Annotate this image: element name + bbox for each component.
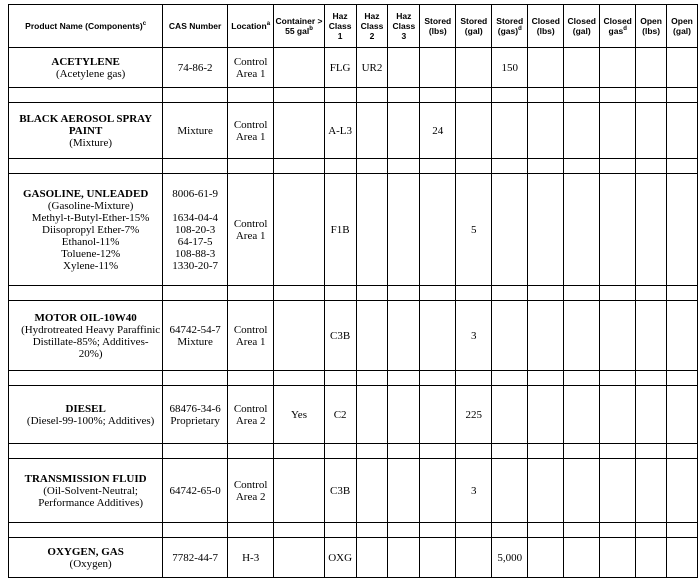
empty-cell	[600, 48, 636, 88]
stored-gal-cell: 225	[456, 386, 492, 444]
spacer-cell	[636, 444, 667, 459]
spacer-cell	[324, 371, 356, 386]
spacer-cell	[324, 286, 356, 301]
spacer-cell	[324, 444, 356, 459]
cas-number: 1634-04-4	[172, 211, 219, 224]
spacer-cell	[420, 159, 456, 174]
spacer-cell	[600, 286, 636, 301]
spacer-cell	[356, 286, 388, 301]
product-name: MOTOR OIL-10W40	[34, 311, 137, 324]
spacer-cell	[492, 88, 528, 103]
spacer-cell	[356, 523, 388, 538]
spacer-cell	[274, 88, 324, 103]
container-cell: Yes	[274, 386, 324, 444]
product-name-cell	[9, 459, 163, 523]
spacer-cell	[492, 286, 528, 301]
col-header-haz1: Haz Class 1	[324, 5, 356, 48]
haz3-cell	[388, 301, 420, 371]
spacer-cell	[564, 159, 600, 174]
haz2-cell	[356, 174, 388, 286]
spacer-cell	[356, 88, 388, 103]
spacer-cell	[528, 88, 564, 103]
spacer-cell	[9, 88, 163, 103]
haz2-cell	[356, 103, 388, 159]
haz3-cell	[388, 103, 420, 159]
cas-number: 64742-65-0	[169, 484, 221, 497]
cas-number	[165, 200, 225, 212]
cas-number: 64-17-5	[177, 235, 213, 248]
product-name-cell	[9, 103, 163, 159]
table-row	[9, 386, 698, 444]
spacer-cell	[228, 286, 274, 301]
haz2-cell	[356, 386, 388, 444]
product-name: TRANSMISSION FLUID	[24, 472, 147, 485]
stored-gal-cell	[456, 48, 492, 88]
stored-gas-cell: 150	[492, 48, 528, 88]
col-header-stored-gal: Stored (gal)	[456, 5, 492, 48]
spacer-cell	[564, 286, 600, 301]
product-description: (Oil-Solvent-Neutral; Performance Additives)	[38, 484, 144, 509]
empty-cell	[564, 301, 600, 371]
cas-number: 7782-44-7	[172, 551, 219, 564]
spacer-cell	[324, 88, 356, 103]
spacer-cell	[600, 444, 636, 459]
product-name: OXYGEN, GAS	[47, 545, 124, 558]
col-header-stored-lbs: Stored (lbs)	[420, 5, 456, 48]
stored-gal-cell	[456, 103, 492, 159]
spacer-cell	[600, 88, 636, 103]
location-cell: Control Area 1	[228, 301, 274, 371]
stored-lbs-cell	[420, 301, 456, 371]
spacer-cell	[274, 523, 324, 538]
spacer-cell	[9, 159, 163, 174]
product-description: (Acetylene gas)	[55, 67, 126, 80]
spacer-cell	[388, 159, 420, 174]
spacer-cell	[163, 523, 228, 538]
table-row	[9, 174, 698, 286]
spacer-cell	[388, 88, 420, 103]
table-row	[9, 48, 698, 88]
spacer-cell	[564, 523, 600, 538]
stored-gas-cell	[492, 174, 528, 286]
empty-cell	[528, 386, 564, 444]
empty-cell	[600, 301, 636, 371]
spacer-cell	[667, 371, 698, 386]
haz1-cell: C3B	[324, 301, 356, 371]
empty-cell	[528, 459, 564, 523]
stored-gal-cell: 5	[456, 174, 492, 286]
spacer-cell	[600, 523, 636, 538]
spacer-cell	[456, 159, 492, 174]
spacer-cell	[564, 444, 600, 459]
empty-cell	[528, 48, 564, 88]
spacer-cell	[564, 371, 600, 386]
empty-cell	[636, 386, 667, 444]
spacer-cell	[420, 371, 456, 386]
spacer-cell	[600, 371, 636, 386]
product-name-cell	[9, 301, 163, 371]
location-cell: Control Area 1	[228, 48, 274, 88]
spacer-cell	[388, 371, 420, 386]
product-component: Methyl-t-Butyl-Ether-15%	[31, 211, 150, 224]
spacer-cell	[324, 523, 356, 538]
cas-number: 68476-34-6	[169, 402, 221, 415]
stored-gas-cell: 5,000	[492, 538, 528, 578]
product-name-cell	[9, 174, 163, 286]
spacer-cell	[274, 159, 324, 174]
spacer-cell	[667, 159, 698, 174]
spacer-row	[9, 88, 698, 103]
spacer-cell	[163, 159, 228, 174]
col-header-location: Location$^a$	[228, 5, 274, 48]
product-description: (Oxygen)	[69, 557, 112, 570]
spacer-cell	[324, 159, 356, 174]
location-cell: H-3	[228, 538, 274, 578]
spacer-cell	[163, 444, 228, 459]
table-row	[9, 459, 698, 523]
haz3-cell	[388, 48, 420, 88]
spacer-row	[9, 371, 698, 386]
col-header-product-name: Product Name (Components)$^c$	[9, 5, 163, 48]
spacer-cell	[492, 371, 528, 386]
spacer-cell	[528, 371, 564, 386]
col-header-haz3: Haz Class 3	[388, 5, 420, 48]
product-name: GASOLINE, UNLEADED	[22, 187, 149, 200]
cas-number: 8006-61-9	[172, 187, 219, 200]
spacer-cell	[667, 88, 698, 103]
spacer-row	[9, 159, 698, 174]
cas-number: 108-88-3	[174, 247, 216, 260]
spacer-cell	[356, 371, 388, 386]
spacer-cell	[636, 88, 667, 103]
product-description: (Diesel-99-100%; Additives)	[26, 414, 155, 427]
spacer-cell	[456, 88, 492, 103]
spacer-cell	[420, 88, 456, 103]
spacer-cell	[274, 371, 324, 386]
col-header-cas: CAS Number	[163, 5, 228, 48]
product-component: Ethanol-11%	[61, 235, 120, 248]
cas-number-cell	[163, 174, 228, 286]
spacer-cell	[356, 159, 388, 174]
haz1-cell: OXG	[324, 538, 356, 578]
spacer-cell	[636, 523, 667, 538]
spacer-cell	[456, 523, 492, 538]
stored-gas-cell	[492, 301, 528, 371]
cas-number: Mixture	[177, 124, 213, 137]
cas-number: Proprietary	[170, 414, 220, 427]
cas-number: Mixture	[177, 335, 213, 348]
empty-cell	[667, 174, 698, 286]
cas-number-cell	[163, 103, 228, 159]
table-row	[9, 103, 698, 159]
haz2-cell	[356, 459, 388, 523]
haz1-cell: C3B	[324, 459, 356, 523]
spacer-cell	[564, 88, 600, 103]
spacer-row	[9, 444, 698, 459]
spacer-cell	[9, 444, 163, 459]
stored-lbs-cell	[420, 459, 456, 523]
spacer-cell	[388, 444, 420, 459]
col-header-open-lbs: Open (lbs)	[636, 5, 667, 48]
spacer-row	[9, 523, 698, 538]
cas-number: 64742-54-7	[169, 323, 221, 336]
table-row	[9, 301, 698, 371]
empty-cell	[636, 301, 667, 371]
spacer-cell	[636, 371, 667, 386]
spacer-cell	[456, 444, 492, 459]
haz1-cell: FLG	[324, 48, 356, 88]
product-component: Toluene-12%	[61, 247, 121, 260]
empty-cell	[564, 103, 600, 159]
spacer-cell	[600, 159, 636, 174]
spacer-cell	[667, 523, 698, 538]
header-row	[9, 5, 698, 48]
spacer-cell	[528, 286, 564, 301]
location-cell: Control Area 1	[228, 103, 274, 159]
stored-lbs-cell	[420, 174, 456, 286]
location-cell: Control Area 2	[228, 386, 274, 444]
empty-cell	[600, 386, 636, 444]
spacer-cell	[9, 286, 163, 301]
spacer-cell	[456, 371, 492, 386]
empty-cell	[667, 459, 698, 523]
spacer-cell	[492, 159, 528, 174]
cas-number: 108-20-3	[174, 223, 216, 236]
spacer-cell	[356, 444, 388, 459]
haz3-cell	[388, 459, 420, 523]
product-component: Diisopropyl Ether-7%	[42, 223, 140, 236]
empty-cell	[667, 48, 698, 88]
empty-cell	[636, 103, 667, 159]
col-header-closed-gal: Closed (gal)	[564, 5, 600, 48]
haz1-cell: F1B	[324, 174, 356, 286]
col-header-open-gal: Open (gal)	[667, 5, 698, 48]
empty-cell	[564, 386, 600, 444]
spacer-cell	[667, 444, 698, 459]
empty-cell	[528, 103, 564, 159]
product-name-cell	[9, 48, 163, 88]
haz2-cell	[356, 301, 388, 371]
cas-number: 1330-20-7	[172, 259, 219, 272]
empty-cell	[564, 48, 600, 88]
spacer-cell	[274, 286, 324, 301]
product-name-cell	[9, 386, 163, 444]
container-cell	[274, 48, 324, 88]
stored-lbs-cell	[420, 48, 456, 88]
spacer-cell	[492, 444, 528, 459]
empty-cell	[600, 459, 636, 523]
haz3-cell	[388, 386, 420, 444]
spacer-cell	[528, 159, 564, 174]
cas-number-cell	[163, 301, 228, 371]
spacer-cell	[163, 371, 228, 386]
stored-lbs-cell: 24	[420, 103, 456, 159]
spacer-cell	[388, 523, 420, 538]
spacer-cell	[228, 159, 274, 174]
spacer-cell	[528, 444, 564, 459]
col-header-container: Container > 55 gal$^b$	[274, 5, 324, 48]
product-name: DIESEL	[65, 402, 106, 415]
product-name: ACETYLENE	[51, 55, 120, 68]
product-description: (Gasoline-Mixture)	[47, 199, 134, 212]
haz1-cell: A-L3	[324, 103, 356, 159]
container-cell	[274, 301, 324, 371]
product-name: BLACK AEROSOL SPRAY PAINT	[19, 112, 153, 137]
product-description: (Mixture)	[69, 136, 112, 149]
empty-cell	[667, 103, 698, 159]
stored-gas-cell	[492, 103, 528, 159]
stored-gas-cell	[492, 386, 528, 444]
spacer-cell	[456, 286, 492, 301]
cas-number-cell	[163, 386, 228, 444]
haz3-cell	[388, 174, 420, 286]
stored-lbs-cell	[420, 386, 456, 444]
stored-gal-cell: 3	[456, 459, 492, 523]
spacer-cell	[420, 444, 456, 459]
spacer-cell	[228, 371, 274, 386]
haz1-cell: C2	[324, 386, 356, 444]
spacer-cell	[420, 523, 456, 538]
spacer-cell	[274, 444, 324, 459]
container-cell	[274, 174, 324, 286]
spacer-cell	[492, 523, 528, 538]
spacer-cell	[228, 88, 274, 103]
empty-cell	[600, 103, 636, 159]
spacer-cell	[9, 523, 163, 538]
empty-cell	[636, 459, 667, 523]
haz2-cell: UR2	[356, 48, 388, 88]
col-header-stored-gas: Stored (gas)$^d$	[492, 5, 528, 48]
location-cell: Control Area 2	[228, 459, 274, 523]
spacer-cell	[636, 286, 667, 301]
spacer-cell	[420, 286, 456, 301]
hazmat-inventory-table	[8, 4, 698, 578]
spacer-cell	[163, 88, 228, 103]
empty-cell	[528, 174, 564, 286]
stored-gas-cell	[492, 459, 528, 523]
spacer-cell	[636, 159, 667, 174]
spacer-cell	[163, 286, 228, 301]
spacer-cell	[388, 286, 420, 301]
container-cell	[274, 103, 324, 159]
empty-cell	[564, 174, 600, 286]
empty-cell	[528, 301, 564, 371]
spacer-cell	[228, 444, 274, 459]
col-header-closed-gas: Closed gas$^d$	[600, 5, 636, 48]
col-header-haz2: Haz Class 2	[356, 5, 388, 48]
empty-cell	[564, 459, 600, 523]
spacer-cell	[528, 523, 564, 538]
inventory-body	[9, 48, 698, 578]
spacer-cell	[667, 286, 698, 301]
spacer-cell	[9, 371, 163, 386]
empty-cell	[636, 48, 667, 88]
location-cell: Control Area 1	[228, 174, 274, 286]
empty-cell	[667, 301, 698, 371]
product-component: Xylene-11%	[63, 259, 119, 272]
spacer-cell	[228, 523, 274, 538]
cas-number-cell	[163, 48, 228, 88]
col-header-closed-lbs: Closed (lbs)	[528, 5, 564, 48]
empty-cell	[667, 386, 698, 444]
empty-cell	[600, 174, 636, 286]
stored-gal-cell: 3	[456, 301, 492, 371]
spacer-row	[9, 286, 698, 301]
container-cell	[274, 459, 324, 523]
cas-number: 74-86-2	[177, 61, 213, 74]
product-description: (Hydrotreated Heavy Paraffinic Distillate-85%; Additives-20%)	[21, 323, 161, 360]
empty-cell	[636, 174, 667, 286]
cas-number-cell	[163, 459, 228, 523]
